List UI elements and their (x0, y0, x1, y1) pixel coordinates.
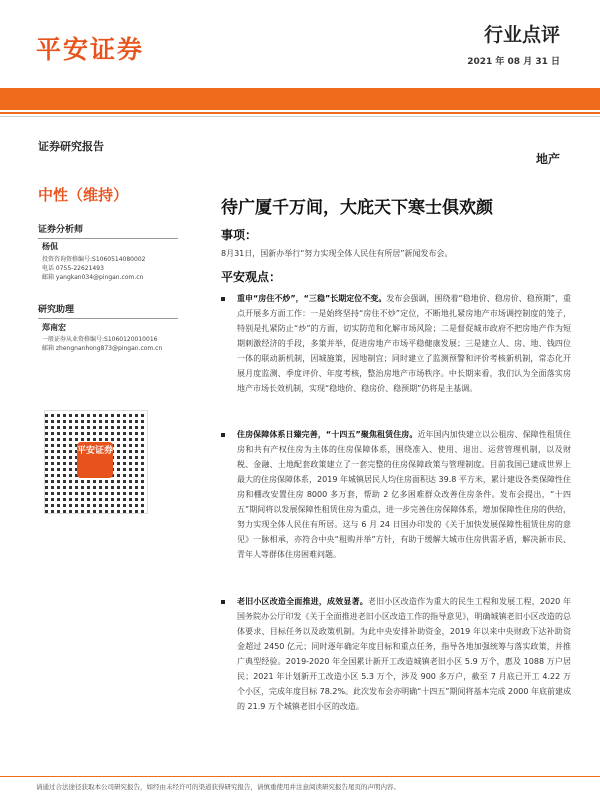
matter-title: 事项： (221, 228, 258, 242)
document-type: 行业点评 (483, 24, 560, 46)
footer-rule (0, 776, 600, 777)
assistant-cert: 一般证券从业资格编号:S1060120010016 (42, 336, 158, 343)
sector-label: 地产 (535, 152, 560, 166)
company-logo: 平安证券 (36, 35, 145, 64)
headline: 待广厦千万间，大庇天下寒士俱欢颜 (221, 198, 493, 218)
rating-label: 中性（维持） (38, 186, 129, 204)
qr-logo: 平安证券 (77, 442, 113, 478)
header-divider (0, 116, 600, 117)
point-1 (221, 291, 571, 396)
header-rule (0, 112, 600, 114)
footer-disclaimer: 请通过合法途径获取本公司研究报告，如经由未经许可的渠道获得研究报告，请慎重使用并注意阅读研究报告尾页的声明内容。 (36, 783, 400, 791)
view-title: 平安观点： (221, 270, 282, 284)
header-band (0, 88, 600, 110)
analyst-email[interactable]: 邮箱 yangkan034@pingan.com.cn (42, 274, 144, 281)
report-label: 证券研究报告 (38, 140, 104, 153)
point-2-lead: 住房保障体系日臻完善，“十四五”聚焦租赁住房。 (237, 430, 418, 439)
point-3-body: 老旧小区改造作为重大的民生工程和发展工程，2020 年国务院办公厅印发《关于全面推进老旧小区改造工作的指导意见》，明确城镇老旧小区改造的总体要求、目标任务以及政策机制。为此中央安排补助资金，2019 年以来中央财政下达补助资金超过 2450 亿元；同时逐年确定年度目标和重点任务，指导各地加强统筹与落实政策，并推广典型经验。2019-2020 年全国累计新开工改造城镇老旧小区 5.9 万个，惠及 1088 万户居民；2021 年计划新开工改造小区 5.3 万个，涉及 900 多万户，截至 7 月底已开工 4.22 万个小区，完成年度目标 78.2%。此次发布会亦明确“十四五”期间将基本完成 2000 年底前建成的 21.9 万个城镇老旧小区的改造。 (237, 597, 572, 711)
assistant-section-title: 研究助理 (38, 302, 178, 319)
bullet-icon (221, 297, 225, 301)
analyst-section-title: 证券分析师 (38, 222, 178, 239)
assistant-name: 郑南宏 (42, 323, 66, 332)
assistant-email[interactable]: 邮箱 zhengnanhong873@pingan.com.cn (42, 345, 163, 352)
analyst-cert: 投资咨询资格编号:S1060514080002 (42, 256, 146, 263)
analyst-name: 杨侃 (42, 242, 58, 251)
point-3-lead: 老旧小区改造全面推进，成效显著。 (237, 597, 368, 606)
matter-text: 8月31日，国新办举行“努力实现全体人民住有所居”新闻发布会。 (221, 249, 453, 258)
report-date: 2021 年 08 月 31 日 (467, 57, 560, 67)
point-2 (221, 427, 571, 562)
bullet-icon (221, 433, 225, 437)
point-2-body: 近年国内加快建立以公租房、保障性租赁住房和共有产权住房为主体的住房保障体系，围绕准入、使用、退出、运营管理机制，以及财税、金融、土地配套政策建立了一套完整的住房保障政策与管理制度。目前我国已建成世界上最大的住房保障体系，2019 年城镇居民人均住房面积达 39.8 平方米，累计建设各类保障性住房和棚改安置住房 8000 多万套，帮助 2 亿多困难群众改善住房条件。发布会提出，“十四五”期间将以发展保障性租赁住房为重点，进一步完善住房保障体系，增加保障性住房的供给，努力实现全体人民住有所居。这与 6 月 24 日国办印发的《关于加快发展保障性租赁住房的意见》一脉相承，亦符合中央“租购并举”方针，有助于缓解大城市住房供需矛盾，解决新市民、青年人等群体住房困难问题。 (237, 430, 571, 559)
point-3 (221, 594, 571, 714)
bullet-icon (221, 600, 225, 604)
analyst-phone: 电话 0755-22621493 (42, 265, 104, 272)
point-1-lead: 重申“房住不炒”，“三稳”长期定位不变。 (237, 294, 387, 303)
point-1-body: 发布会强调，围绕着“稳地价、稳房价、稳预期”，重点开展多方面工作：一是始终坚持“房住不炒”定位，不断地扎紧房地产市场调控制度的笼子，特别是扎紧防止“炒”的方面，切实防范和化解市场风险；二是督促城市政府不把房地产作为短期刺激经济的手段，多策并举，促进房地产市场平稳健康发展；三是建立人、房、地、钱四位一体的联动新机制，因城施策，因地制宜；同时建立了监测预警和评价考核新机制，常态化开展月度监测、季度评价、年度考核，整治房地产市场秩序。中长期来看，我们认为全面落实房地产市场长效机制，实现“稳地价、稳房价、稳预期”仍将是主基调。 (237, 294, 571, 393)
